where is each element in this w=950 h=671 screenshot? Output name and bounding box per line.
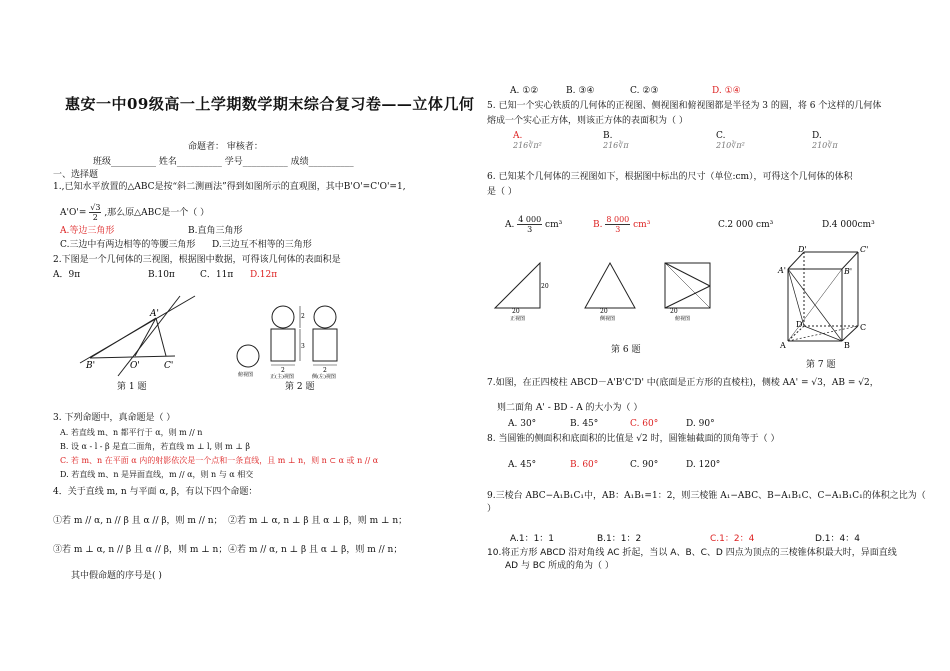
q7-option-d: D. 90° (686, 419, 715, 429)
figure-6-caption: 第 6 题 (611, 345, 641, 355)
figure-1-caption: 第 1 题 (117, 382, 147, 392)
q9-option-b: B.1：1：2 (597, 534, 642, 544)
q1-option-d: D.三边互不相等的三角形 (212, 240, 312, 250)
dim-label: 2 (281, 367, 285, 374)
q3-option-d: D. 若直线 m、n 是异面直线，m // α，则 n 与 α 相交 (60, 470, 254, 479)
q8-option-a: A. 45° (508, 460, 537, 470)
info-line: 班级__________ 姓名__________ 学号__________ 成绩__________ (93, 157, 354, 167)
view-label: 侧视图 (600, 316, 616, 322)
dim-label: 2 (301, 313, 305, 320)
q5-option-a-value: 216∛π² (513, 141, 542, 150)
q4-option-d: D. ①④ (712, 86, 741, 96)
page-title: 惠安一中09级高一上学期数学期末综合复习卷——立体几何 (65, 95, 475, 113)
q5-option-d-value: 210∛π (812, 141, 838, 150)
q3-option-b: B. 设 α - l - β 是直二面角，若直线 m ⊥ l, 则 m ⊥ β (60, 442, 250, 451)
view-label: 俯视图 (675, 316, 691, 322)
label-a: A' (150, 309, 159, 319)
figure-2-caption: 第 2 题 (285, 382, 315, 392)
q5-text: 5. 已知一个实心铁质的几何体的正视图、侧视图和俯视图都是半径为 3 的圆，将 6 个这样的几何体 (487, 101, 882, 111)
q7-option-c: C. 60° (630, 419, 659, 429)
q9-text-2: ） (487, 504, 497, 514)
q9-option-c: C.1：2：4 (710, 534, 755, 544)
q8-text: 8. 当圆锥的侧面积和底面积的比值是 √2 时，圆锥轴截面的顶角等于（ ） (487, 434, 780, 444)
label-c: C' (164, 361, 174, 371)
q6-text-2: 是（ ） (487, 187, 517, 197)
q5-option-b: B. (603, 131, 613, 141)
q10-text-2: AD 与 BC 所成的角为（ ） (505, 561, 614, 571)
dim-label: 20 (541, 283, 549, 290)
dim-label: 20 (512, 308, 520, 315)
section-heading: 一、选择题 (53, 170, 99, 180)
q4-proposition-2: ②若 m ⊥ α, n ⊥ β 且 α ⊥ β，则 m ⊥ n； (228, 516, 408, 526)
label-a: A (780, 341, 786, 350)
q6-option-d: D.4 000cm³ (822, 220, 875, 230)
figure-1 (80, 288, 200, 378)
q5-option-d: D. (812, 131, 822, 141)
q8-option-b: B. 60° (570, 460, 599, 470)
q6-option-b: B. $\frac{8 000}{3}$ cm³ (593, 215, 651, 234)
q2-option-d: D.12π (250, 270, 278, 280)
label-b1: B' (844, 267, 853, 276)
dim-label: 2 (323, 367, 327, 374)
q4-proposition-4: ④若 m // α, n ⊥ β 且 α ⊥ β，则 m // n； (228, 545, 403, 555)
q9-text: 9.三棱台 ABC−A₁B₁C₁中，AB：A₁B₁=1：2，则三棱锥 A₁−ABC、B−A₁B₁C、C−A₁B₁C₁的体积之比为（ (487, 491, 926, 501)
q4-option-a: A. ①② (510, 86, 539, 96)
q6-option-a: A. $\frac{4 000}{3}$ cm³ (505, 215, 563, 234)
q2-option-a: A．9π (53, 270, 81, 280)
q4-option-b: B. ③④ (566, 86, 595, 96)
q8-option-c: C. 90° (630, 460, 659, 470)
q3-option-a: A. 若直线 m、n 都平行于 α，则 m // n (60, 428, 203, 437)
q4-proposition-3: ③若 m ⊥ α, n // β 且 α // β，则 m ⊥ n； (53, 545, 228, 555)
dim-label: 20 (670, 308, 678, 315)
meta-line: 命题者： 审核者： (188, 142, 263, 152)
q7-text: 7.如图，在正四棱柱 ABCD－A'B'C'D' 中(底面是正方形的直棱柱)，侧棱 AA' = √3，AB = √2， (487, 378, 879, 388)
label-o: O' (130, 361, 140, 371)
q6-option-c: C.2 000 cm³ (718, 220, 774, 230)
q3-option-c: C. 若 m、n 在平面 α 内的射影依次是一个点和一条直线，且 m ⊥ n，则 n ⊂ α 或 n // α (60, 456, 379, 465)
q1-option-a: A.等边三角形 (60, 226, 115, 236)
q2-text: 2.下图是一个几何体的三视图，根据图中数据，可得该几何体的表面积是 (53, 255, 341, 265)
q7-option-b: B. 45° (570, 419, 599, 429)
q4-text: 4．关于直线 m, n 与平面 α, β，有以下四个命题： (53, 487, 258, 497)
label-d: D (796, 320, 803, 329)
q5-option-b-value: 216∛π (603, 141, 629, 150)
q3-text: 3. 下列命题中，真命题是（ ） (53, 413, 176, 423)
view-label: 俯视图 (238, 372, 254, 378)
label-c1: C' (860, 245, 869, 254)
q4-end: 其中假命题的序号是( ) (71, 571, 162, 581)
q5-option-c-value: 210∛π² (716, 141, 745, 150)
dim-label: 3 (301, 343, 305, 350)
figure-2 (230, 296, 360, 378)
q6-text: 6. 已知某个几何体的三视图如下，根据图中标出的尺寸（单位:cm），可得这个几何体的体积 (487, 172, 853, 182)
view-label: 正视图 (510, 316, 526, 322)
q10-text: 10.将正方形 ABCD 沿对角线 AC 折起，当以 A、B、C、D 四点为顶点的三棱锥体积最大时，异面直线 (487, 548, 897, 558)
view-label: 侧(左)视图 (312, 374, 336, 380)
q1-text-2: A'O'= $\frac{√3}{2}$ ,那么原△ABC是一个（ ） (60, 203, 210, 222)
q1-text: 1.,已知水平放置的△ABC是按“斜二测画法”得到如图所示的直观图，其中B'O'=C'O'=1, (53, 182, 406, 192)
q7-text-2: 则二面角 A' - BD - A 的大小为（ ） (497, 403, 643, 413)
q5-option-a: A. (513, 131, 523, 141)
label-a1: A' (778, 266, 786, 275)
q9-option-d: D.1：4：4 (815, 534, 860, 544)
q4-proposition-1: ①若 m // α, n // β 且 α // β，则 m // n； (53, 516, 223, 526)
view-label: 正(主)视图 (270, 374, 294, 380)
q2-option-c: C．11π (200, 270, 234, 280)
label-c: C (860, 323, 867, 332)
label-b: B (844, 341, 850, 350)
figure-7-caption: 第 7 题 (806, 360, 836, 370)
q5-text-2: 熔成一个实心正方体，则该正方体的表面积为（ ） (487, 116, 688, 126)
label-b: B' (86, 361, 96, 371)
figure-7 (778, 244, 878, 354)
figure-6 (490, 258, 750, 324)
q4-option-c: C. ②③ (630, 86, 659, 96)
q1-option-c: C.三边中有两边相等的等腰三角形 (60, 240, 196, 250)
dim-label: 20 (600, 308, 608, 315)
q8-option-d: D. 120° (686, 460, 721, 470)
q5-option-c: C. (716, 131, 726, 141)
q9-option-a: A.1：1：1 (510, 534, 555, 544)
q1-option-b: B.直角三角形 (188, 226, 243, 236)
label-d1: D' (798, 245, 807, 254)
q2-option-b: B.10π (148, 270, 175, 280)
q7-option-a: A. 30° (508, 419, 537, 429)
